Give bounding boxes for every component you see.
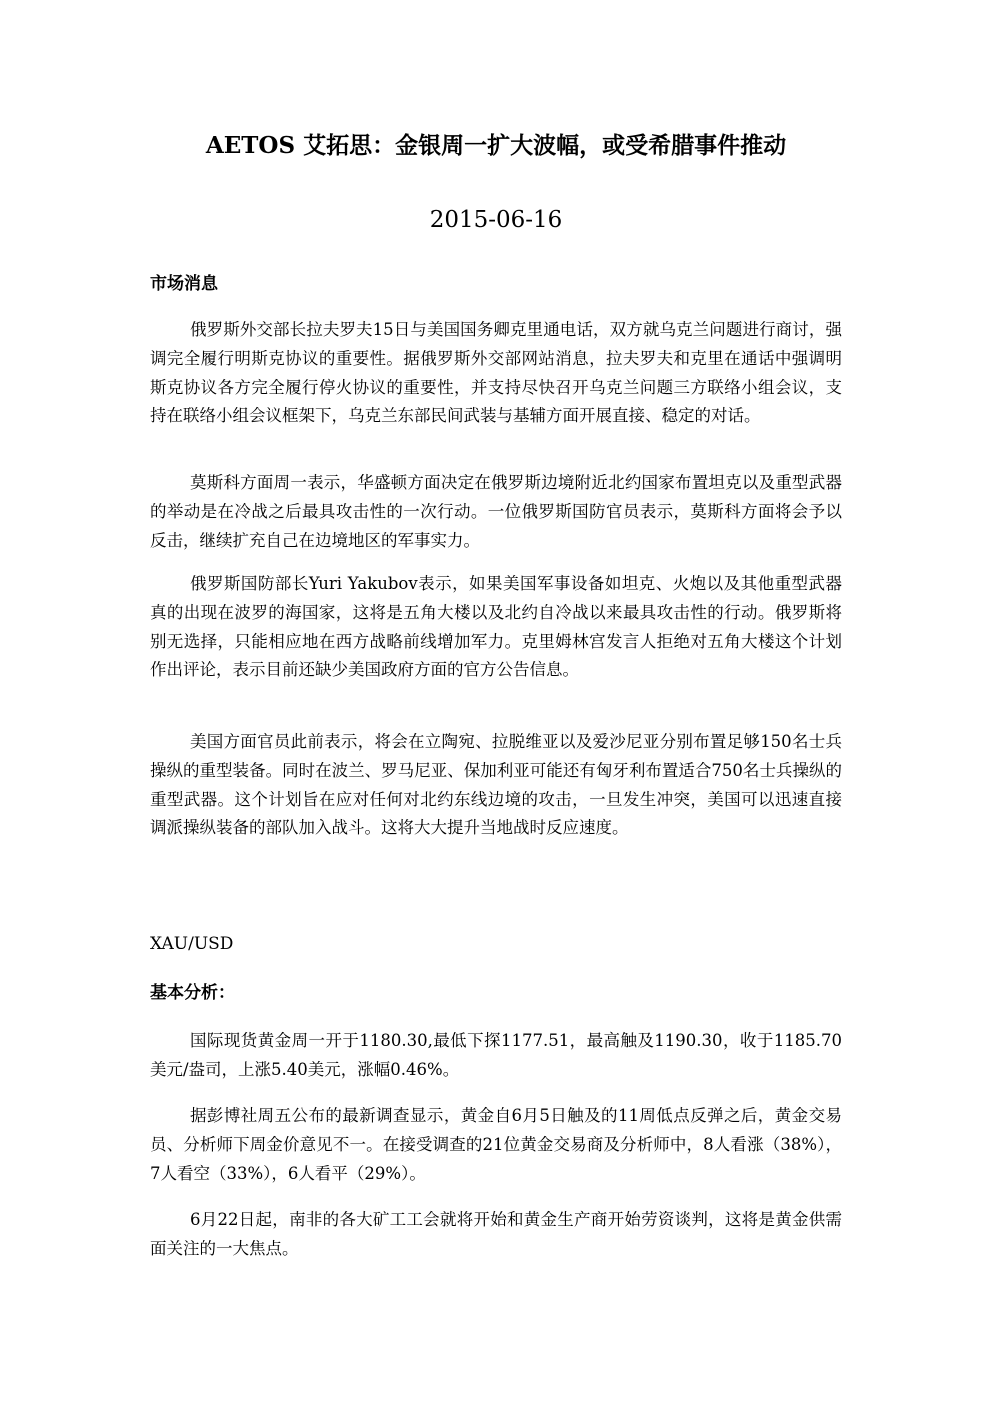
paragraph: 据彭博社周五公布的最新调查显示，黄金自6月5日触及的11周低点反弹之后，黄金交易员、分析师下周金价意见不一。在接受调查的21位黄金交易商及分析师中，8人看涨（38%），7人看空（33%），6人看平（29%）。 [150,1106,842,1183]
paragraph: 国际现货黄金周一开于1180.30,最低下探1177.51，最高触及1190.30，收于1185.70美元/盎司，上涨5.40美元，涨幅0.46%。 [150,1031,842,1079]
paragraph: 美国方面官员此前表示，将会在立陶宛、拉脱维亚以及爱沙尼亚分别布置足够150名士兵操纵的重型装备。同时在波兰、罗马尼亚、保加利亚可能还有匈牙利布置适合750名士兵操纵的重型武器。这个计划旨在应对任何对北约东线边境的攻击，一旦发生冲突，美国可以迅速直接调派操纵装备的部队加入战斗。这将大大提升当地战时反应速度。 [150,732,842,838]
instrument-label: XAU/USD [150,934,234,954]
paragraph: 莫斯科方面周一表示，华盛顿方面决定在俄罗斯边境附近北约国家布置坦克以及重型武器的举动是在冷战之后最具攻击性的一次行动。一位俄罗斯国防官员表示，莫斯科方面将会予以反击，继续扩充自己在边境地区的军事实力。 [150,473,842,550]
paragraph: 俄罗斯外交部长拉夫罗夫15日与美国国务卿克里通电话，双方就乌克兰问题进行商讨，强调完全履行明斯克协议的重要性。据俄罗斯外交部网站消息，拉夫罗夫和克里在通话中强调明斯克协议各方完全履行停火协议的重要性，并支持尽快召开乌克兰问题三方联络小组会议，支持在联络小组会议框架下，乌克兰东部民间武装与基辅方面开展直接、稳定的对话。 [150,320,842,426]
document-date: 2015-06-16 [429,207,563,233]
document-title: AETOS 艾拓思：金银周一扩大波幅，或受希腊事件推动 [205,132,787,159]
section-heading-fundamental-analysis: 基本分析： [150,983,235,1003]
paragraph: 6月22日起，南非的各大矿工工会就将开始和黄金生产商开始劳资谈判，这将是黄金供需面关注的一大焦点。 [150,1210,842,1258]
paragraph: 俄罗斯国防部长Yuri Yakubov表示，如果美国军事设备如坦克、火炮以及其他重型武器真的出现在波罗的海国家，这将是五角大楼以及北约自冷战以来最具攻击性的行动。俄罗斯将别无选择，只能相应地在西方战略前线增加军力。克里姆林宫发言人拒绝对五角大楼这个计划作出评论，表示目前还缺少美国政府方面的官方公告信息。 [150,574,842,680]
section-heading-market-news: 市场消息 [150,274,218,294]
